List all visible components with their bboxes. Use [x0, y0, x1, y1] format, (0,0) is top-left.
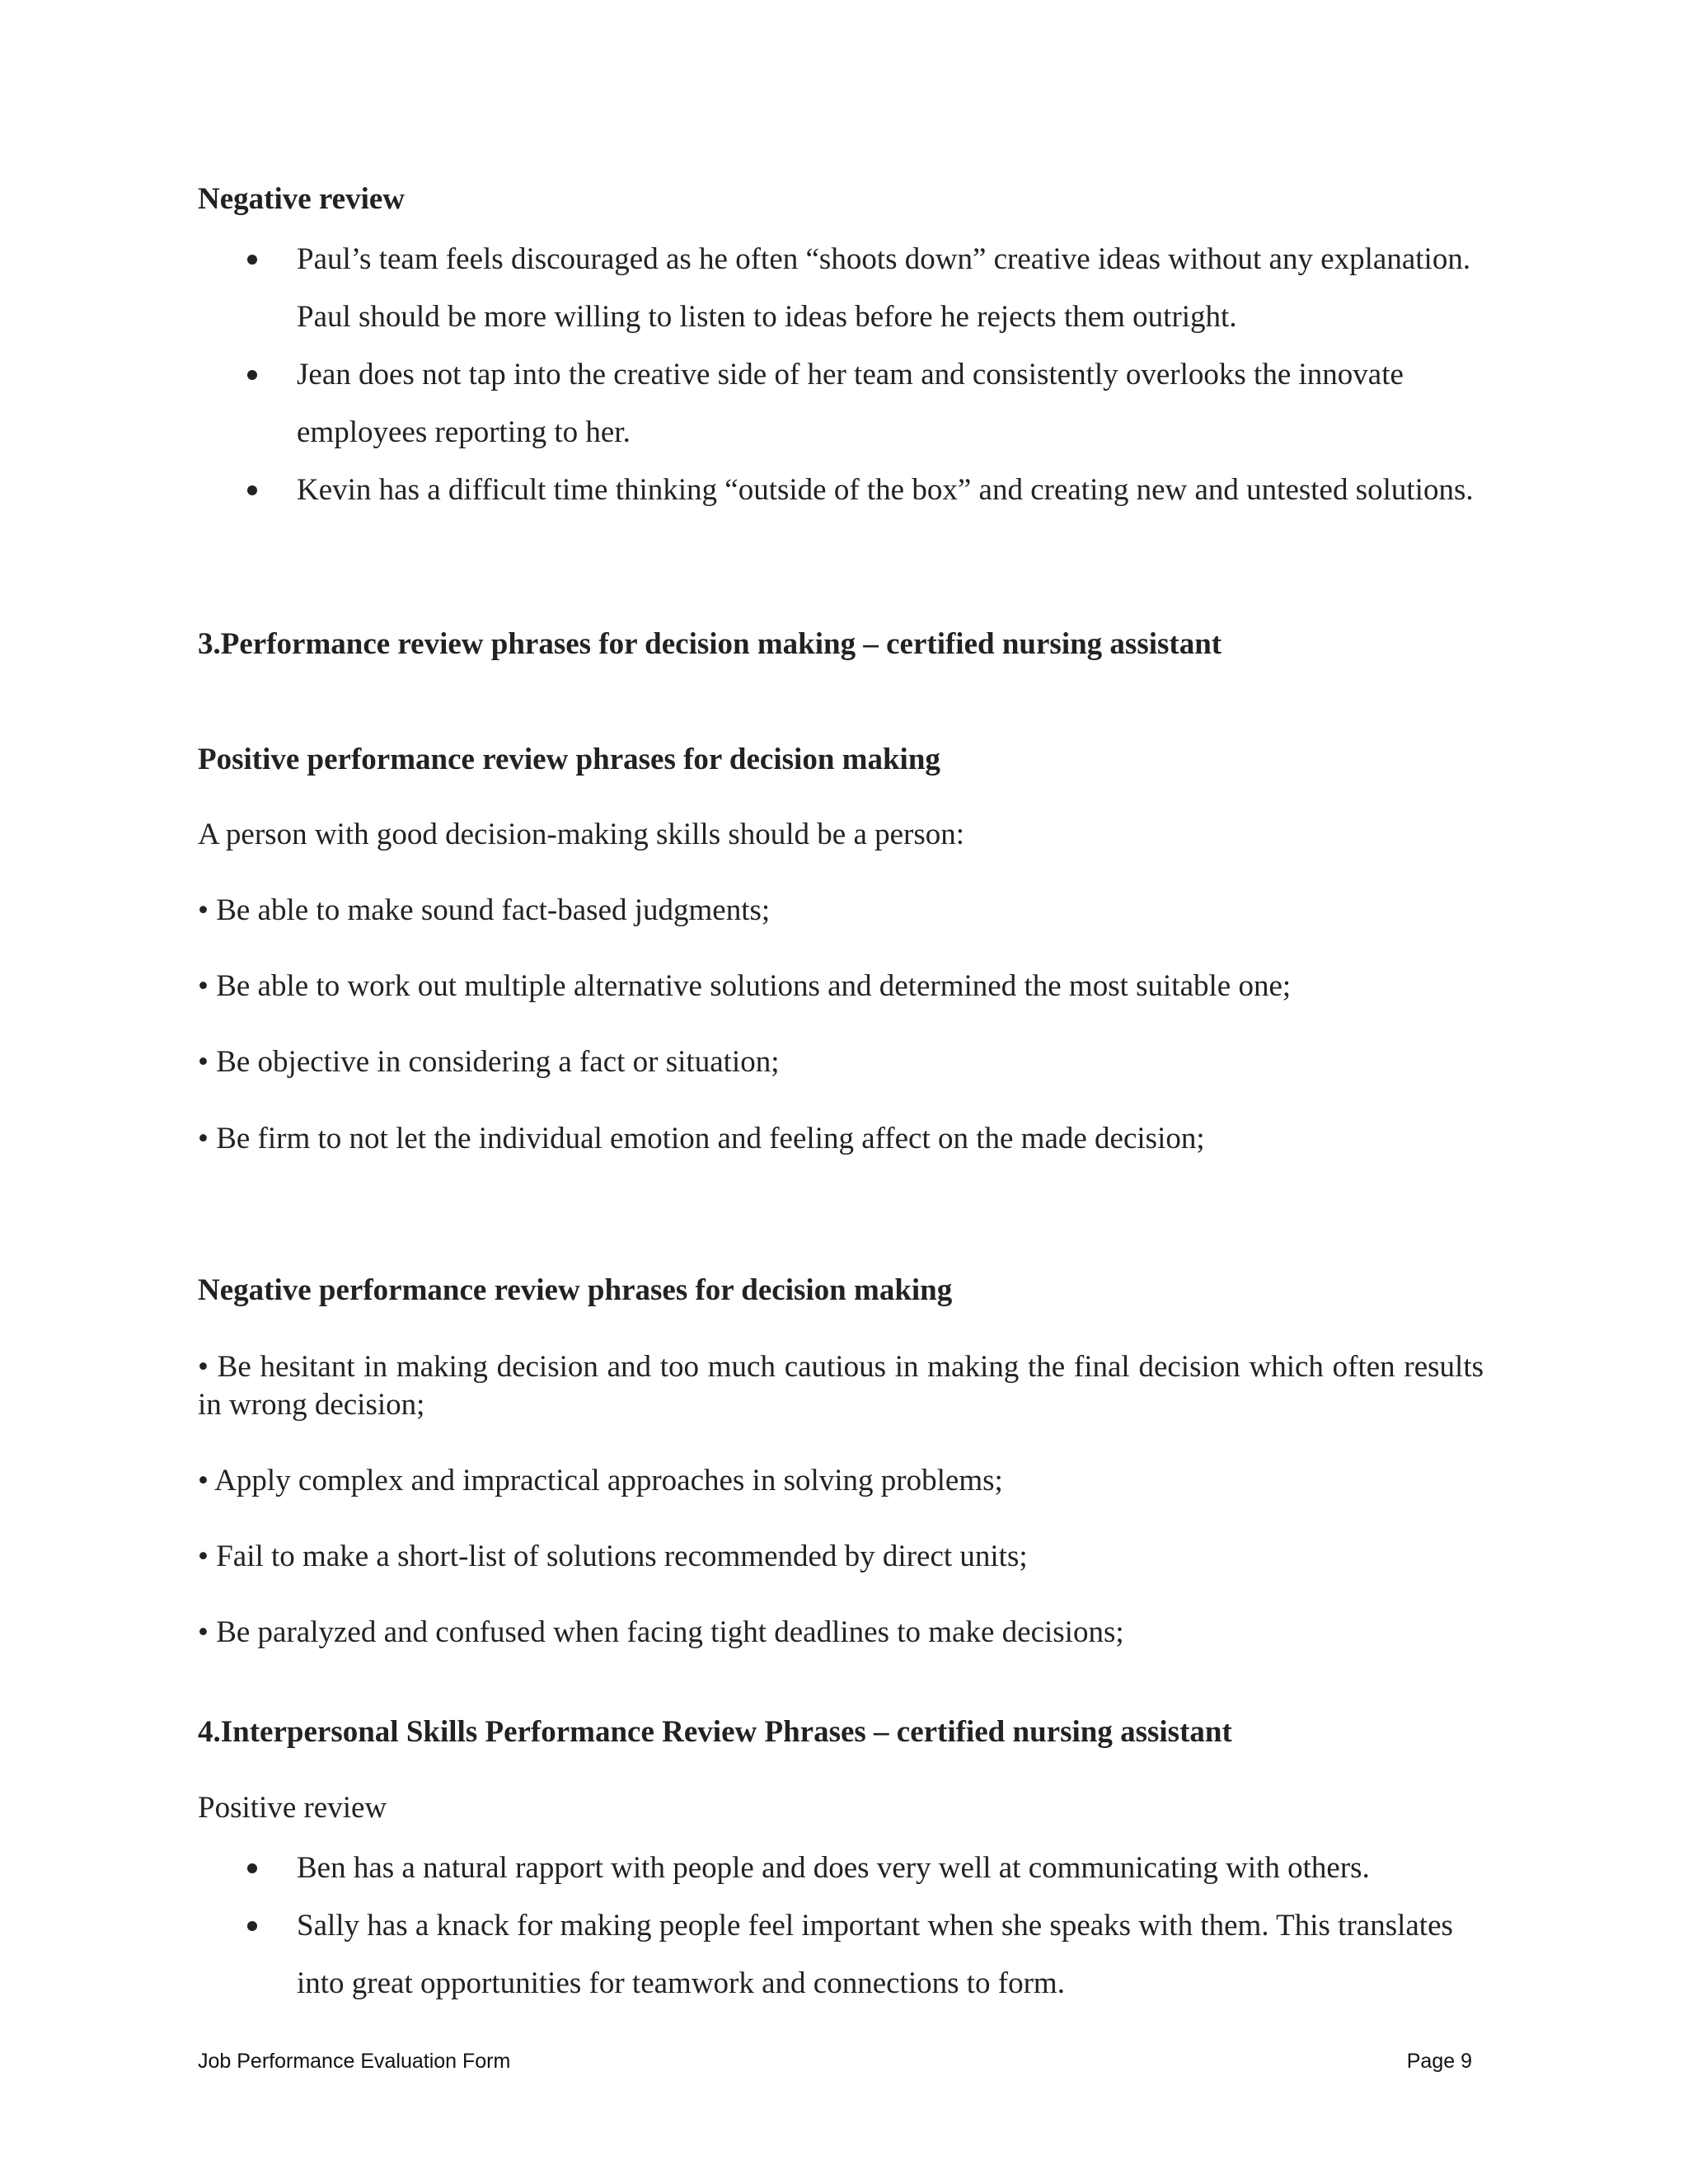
list-item: • Apply complex and impractical approaches in solving problems;	[198, 1464, 1003, 1497]
negative-review-heading: Negative review	[198, 182, 406, 216]
list-item: • Be able to work out multiple alternative solutions and determined the most suitable one;	[198, 969, 1292, 1003]
positive-review-label: Positive review	[198, 1791, 387, 1825]
list-item: Kevin has a difficult time thinking “outside of the box” and creating new and untested solutions.	[297, 473, 1474, 507]
list-item: Jean does not tap into the creative side of her team and consistently overlooks the innovate employees reporting to her.	[297, 358, 1404, 449]
list-item: • Be able to make sound fact-based judgments;	[198, 893, 771, 927]
bullet-icon	[247, 370, 257, 380]
list-item: Ben has a natural rapport with people and does very well at communicating with others.	[297, 1851, 1370, 1885]
section-4-heading: 4.Interpersonal Skills Performance Review Phrases – certified nursing assistant	[198, 1715, 1232, 1749]
footer-title: Job Performance Evaluation Form	[198, 2050, 511, 2073]
page-number: Page 9	[1406, 2050, 1472, 2073]
positive-decision-heading: Positive performance review phrases for decision making	[198, 743, 940, 776]
list-item: Paul’s team feels discouraged as he often “shoots down” creative ideas without any explanation. Paul should be more willing to listen to ideas before he rejects them outright.	[297, 242, 1471, 334]
negative-decision-heading: Negative performance review phrases for decision making	[198, 1273, 953, 1307]
list-item: • Be hesitant in making decision and too much cautious in making the final decision which often results in wrong decision;	[198, 1350, 1484, 1422]
positive-decision-intro: A person with good decision-making skills should be a person:	[198, 818, 965, 851]
bullet-icon	[247, 255, 257, 265]
list-item: • Be paralyzed and confused when facing tight deadlines to make decisions;	[198, 1615, 1124, 1649]
bullet-icon	[247, 1863, 257, 1873]
bullet-icon	[247, 485, 257, 495]
list-item: Sally has a knack for making people feel important when she speaks with them. This translates into great opportunities for teamwork and connections to form.	[297, 1909, 1453, 2000]
list-item: • Fail to make a short-list of solutions recommended by direct units;	[198, 1540, 1028, 1573]
list-item: • Be objective in considering a fact or situation;	[198, 1045, 780, 1079]
section-3-heading: 3.Performance review phrases for decision making – certified nursing assistant	[198, 627, 1222, 661]
list-item: • Be firm to not let the individual emotion and feeling affect on the made decision;	[198, 1122, 1205, 1155]
bullet-icon	[247, 1921, 257, 1931]
